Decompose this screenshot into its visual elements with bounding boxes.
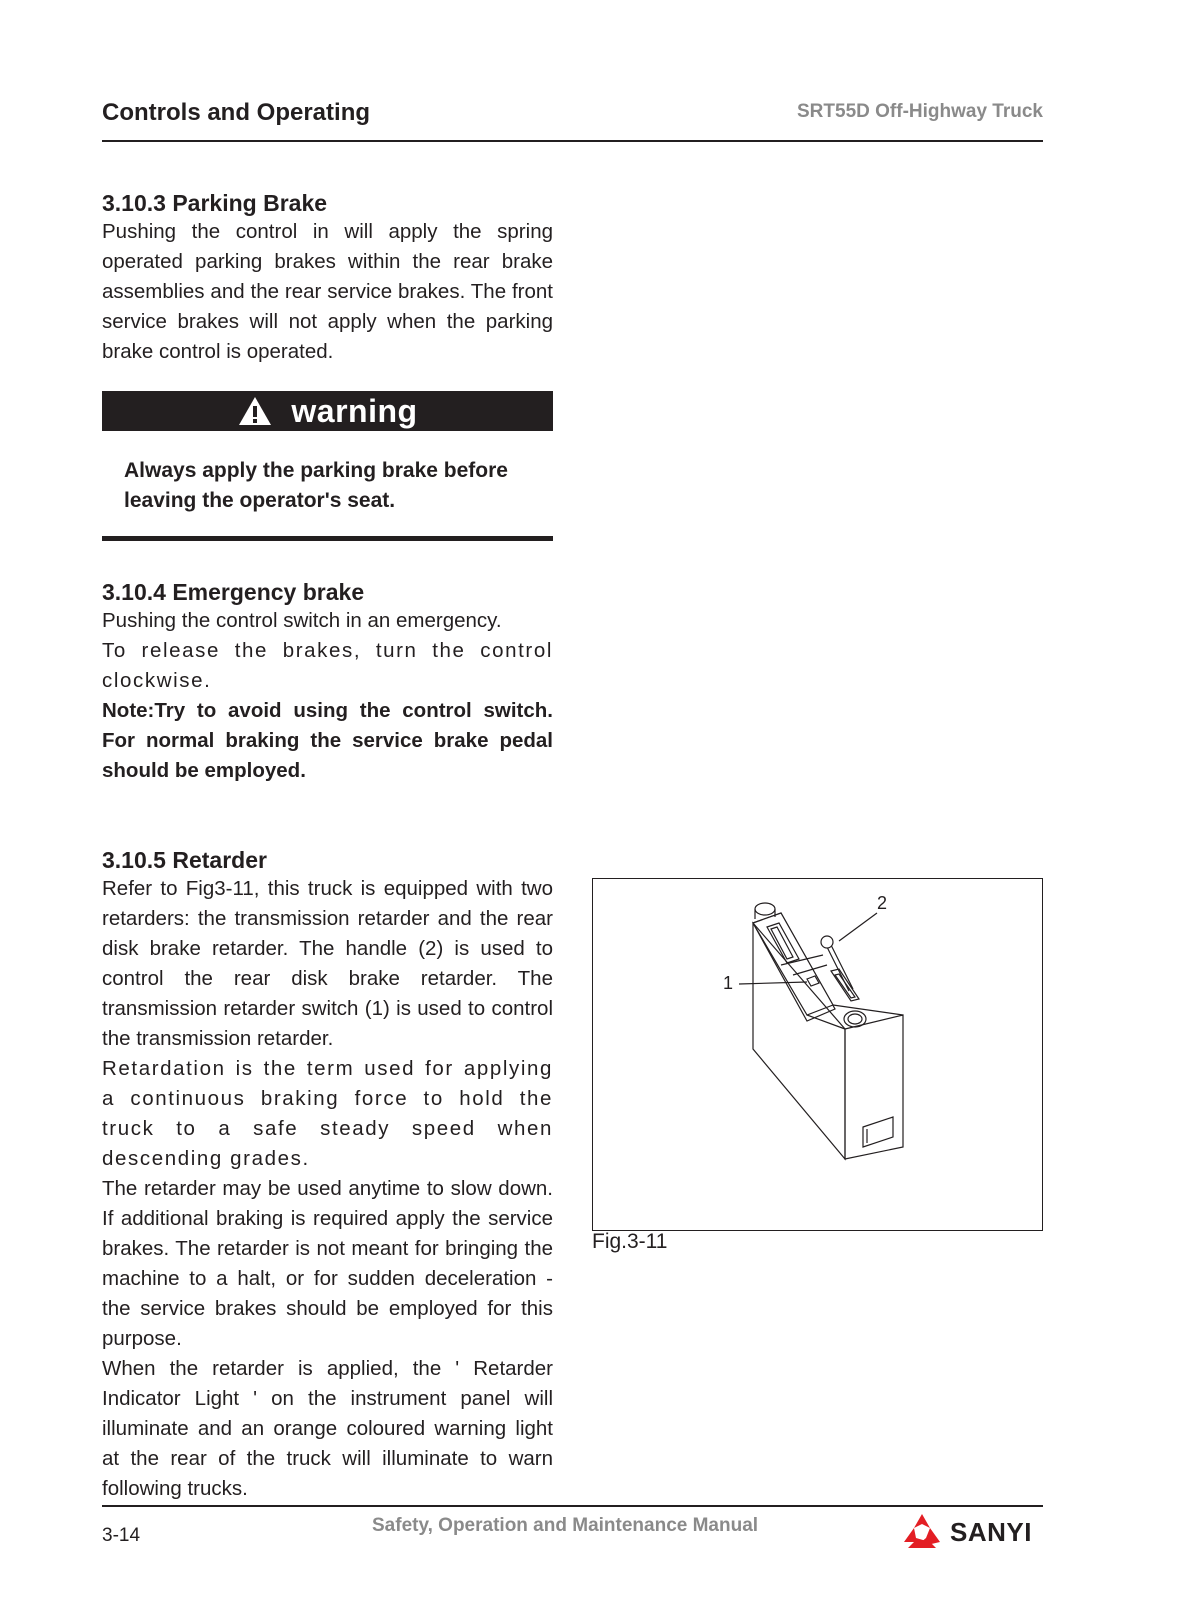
retarder-section <box>102 846 553 1504</box>
brand-name: SANYI <box>950 1516 1032 1547</box>
parking-brake-heading: 3.10.3 Parking Brake <box>102 190 328 216</box>
retarder-para2a: Retardation is the term used for applying a continuous braking force to hold the truck to a safe steady speed when descending grades. <box>102 1057 553 1170</box>
emergency-brake-note: Note:Try to avoid using the control switch. For normal braking the service brake pedal should be employed. <box>102 699 553 782</box>
retarder-para1: Refer to Fig3-11, this truck is equipped with two retarders: the transmission retarder and the rear disk brake retarder. The handle (2) is used to control the rear disk brake retarder. The transmission retarder switch (1) is used to control the transmission retarder. <box>102 877 553 1050</box>
figure-3-11 <box>592 878 1043 1231</box>
emergency-brake-line1: Pushing the control switch in an emergency. <box>102 609 502 632</box>
section-title: Controls and Operating <box>102 99 371 126</box>
retarder-control-illustration <box>593 879 1044 1232</box>
warning-label: warning <box>291 392 418 429</box>
product-title: SRT55D Off-Highway Truck <box>797 101 1043 122</box>
retarder-heading: 3.10.5 Retarder <box>102 847 267 873</box>
emergency-brake-line2: To release the brakes, turn the control clockwise. <box>102 639 553 692</box>
callout-1: 1 <box>723 973 734 993</box>
parking-brake-section <box>102 189 553 367</box>
warning-text: Always apply the parking brake before leaving the operator's seat. <box>124 459 508 512</box>
footer-rule <box>102 1505 1043 1507</box>
page-number: 3-14 <box>102 1525 141 1546</box>
warning-rule <box>102 536 553 541</box>
figure-caption: Fig.3-11 <box>592 1230 668 1253</box>
parking-brake-body: Pushing the control in will apply the spring operated parking brakes within the rear brake assemblies and the rear service brakes. The front service brakes will not apply when the parking brake control is operated. <box>102 220 553 363</box>
emergency-brake-heading: 3.10.4 Emergency brake <box>102 579 365 605</box>
header-rule <box>102 140 1043 142</box>
emergency-brake-section <box>102 578 553 786</box>
warning-triangle-icon <box>237 395 273 427</box>
callout-2: 2 <box>877 893 888 913</box>
warning-banner <box>102 391 553 431</box>
sanyi-logo <box>900 1512 1032 1552</box>
retarder-para2b: The retarder may be used anytime to slow down. If additional braking is required apply the service brakes. The retarder is not meant for bringing the machine to a halt, or for sudden deceleration - the service brakes should be employed for this purpose. <box>102 1177 553 1350</box>
manual-title: Safety, Operation and Maintenance Manual <box>372 1515 759 1536</box>
retarder-para3: When the retarder is applied, the ' Retarder Indicator Light ' on the instrument panel will illuminate and an orange coloured warning light at the rear of the truck will illuminate to warn following trucks. <box>102 1357 553 1500</box>
sanyi-logo-icon <box>900 1512 944 1552</box>
